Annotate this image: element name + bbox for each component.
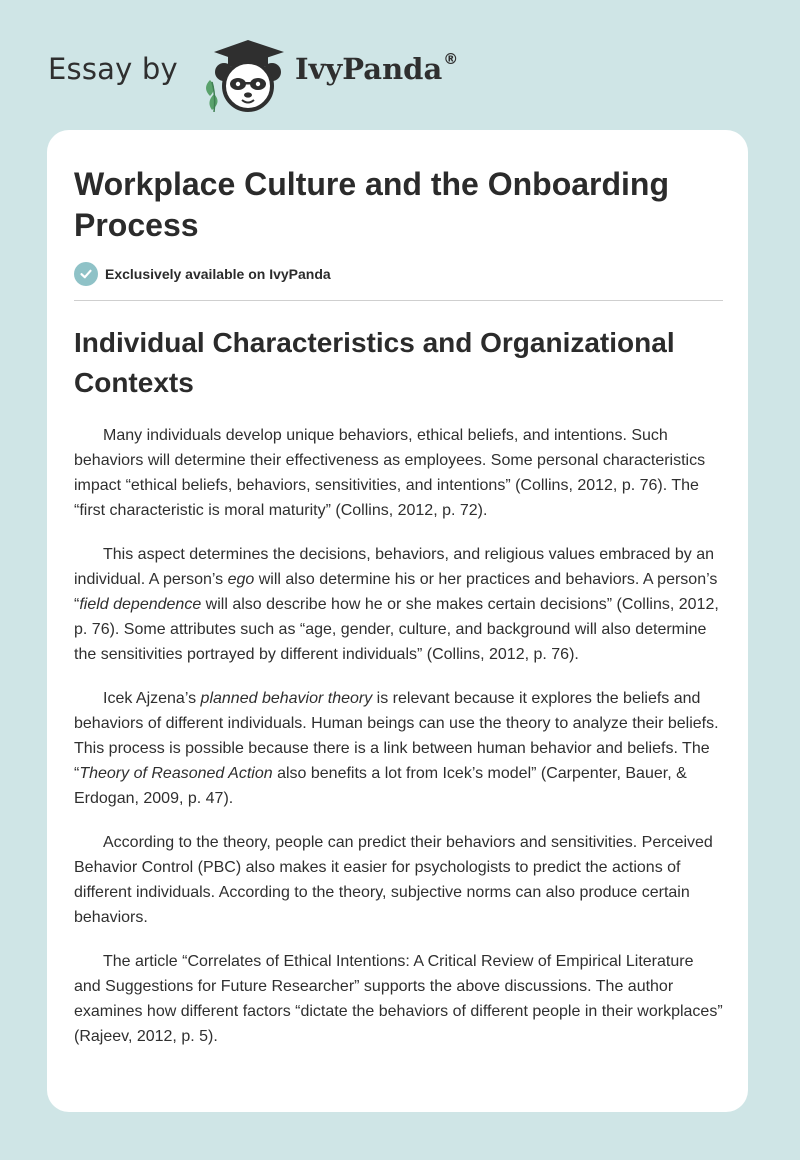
essay-title: Workplace Culture and the Onboarding Process xyxy=(74,166,670,243)
exclusive-badge xyxy=(74,262,723,286)
site-header xyxy=(48,30,468,110)
paragraph-4: According to the theory, people can predict their behaviors and sensitivities. Perceived Behavior Control (PBC) also makes it easier for psychologists to predict the actions of different individuals. According to the theory, subjective norms can also produce certain behaviors. xyxy=(74,834,713,926)
essay-body xyxy=(74,423,723,1049)
brand-prefix: Essay by xyxy=(48,52,178,86)
check-icon xyxy=(74,262,98,286)
title-divider xyxy=(74,300,723,301)
paragraph-2: This aspect determines the decisions, behaviors, and religious values embraced by an individual. A person’s ego will also determine his or her practices and behaviors. A person’s “field dependence will also describe how he or she makes certain decisions” (Collins, 2012, p. 76). Some attributes such as “age, gender, culture, and background will also determine the sensitivities portrayed by different individuals” (Collins, 2012, p. 76). xyxy=(74,546,719,663)
paragraph-5: The article “Correlates of Ethical Intentions: A Critical Review of Empirical Literature and Suggestions for Future Researcher” supports the above discussions. The author examines how different factors “dictate the behaviors of different people in their workplaces” (Rajeev, 2012, p. 5). xyxy=(74,953,723,1045)
essay-card xyxy=(47,130,748,1112)
paragraph-3: Icek Ajzena’s planned behavior theory is relevant because it explores the beliefs and behaviors of different individuals. Human beings can use the theory to analyze their beliefs. This process is possible because there is a link between human behavior and beliefs. The “Theory of Reasoned Action also benefits a lot from Icek’s model” (Carpenter, Bauer, & Erdogan, 2009, p. 47). xyxy=(74,690,719,807)
exclusive-text: Exclusively available on IvyPanda xyxy=(105,266,331,282)
panda-logo-icon[interactable] xyxy=(200,36,296,112)
brand-name[interactable]: IvyPanda® xyxy=(295,50,459,86)
section-heading: Individual Characteristics and Organizational Contexts xyxy=(74,327,675,398)
paragraph-1: Many individuals develop unique behaviors, ethical beliefs, and intentions. Such behaviors will determine their effectiveness as employees. Some personal characteristics impact “ethical beliefs, behaviors, sensitivities, and intentions” (Collins, 2012, p. 76). The “first characteristic is moral maturity” (Collins, 2012, p. 72). xyxy=(74,427,706,519)
